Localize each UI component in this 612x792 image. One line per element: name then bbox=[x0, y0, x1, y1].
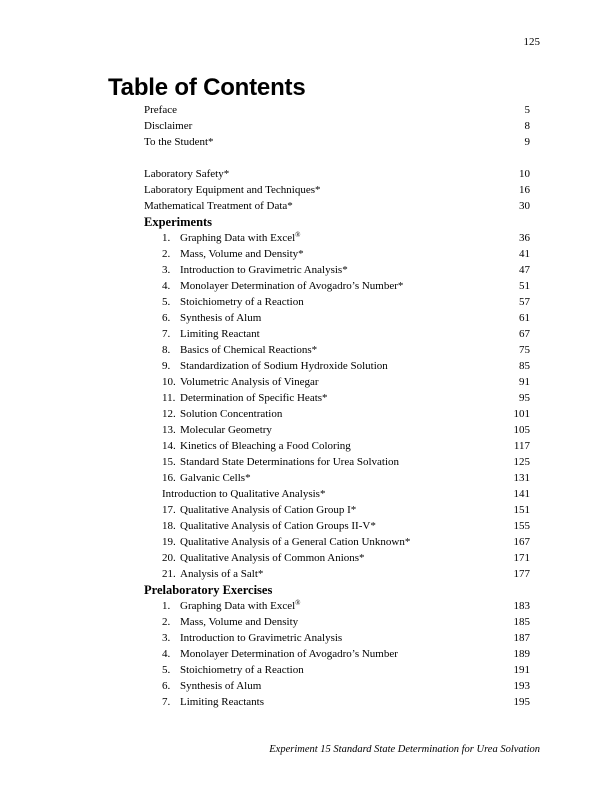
entry-page-number: 91 bbox=[519, 376, 530, 388]
entry-title-text: Limiting Reactants bbox=[180, 696, 265, 708]
entry-title: Preface bbox=[144, 104, 177, 116]
entry-number: 7. bbox=[162, 696, 171, 708]
entry-title bbox=[162, 470, 251, 486]
entry-title bbox=[162, 358, 388, 374]
entry-title bbox=[162, 502, 356, 518]
entry-title bbox=[162, 486, 325, 502]
registered-mark: ® bbox=[295, 599, 301, 607]
toc-entry[interactable] bbox=[144, 198, 530, 214]
entry-number: 11. bbox=[162, 392, 176, 404]
toc-entry[interactable] bbox=[144, 390, 530, 406]
entry-page-number: 75 bbox=[519, 344, 530, 356]
entry-number: 5. bbox=[162, 664, 171, 676]
entry-page-number: 191 bbox=[513, 664, 530, 676]
entry-title-text: Monolayer Determination of Avogadro’s Number bbox=[180, 648, 398, 660]
entry-title-text: Kinetics of Bleaching a Food Coloring bbox=[180, 440, 351, 452]
entry-title: Mathematical Treatment of Data* bbox=[144, 200, 293, 212]
entry-title bbox=[162, 438, 351, 454]
entry-title-text: Solution Concentration bbox=[180, 408, 283, 420]
entry-title-text: Analysis of a Salt* bbox=[180, 568, 264, 580]
entry-number: 13. bbox=[162, 424, 176, 436]
entry-number: 16. bbox=[162, 472, 176, 484]
entry-number: 4. bbox=[162, 280, 171, 292]
entry-title bbox=[162, 246, 304, 262]
toc-entry[interactable] bbox=[144, 630, 530, 646]
entry-title: Laboratory Safety* bbox=[144, 168, 230, 180]
entry-number: 1. bbox=[162, 232, 171, 244]
entry-title bbox=[162, 662, 304, 678]
toc-entry[interactable] bbox=[144, 454, 530, 470]
entry-title-text: Galvanic Cells* bbox=[180, 472, 251, 484]
table-of-contents bbox=[144, 102, 530, 710]
entry-number: 6. bbox=[162, 312, 171, 324]
entry-title bbox=[162, 630, 342, 646]
entry-title-text: Mass, Volume and Density* bbox=[180, 248, 304, 260]
toc-entry[interactable] bbox=[144, 694, 530, 710]
entry-number: 21. bbox=[162, 568, 176, 580]
toc-entry[interactable] bbox=[144, 182, 530, 198]
toc-entry[interactable] bbox=[144, 534, 530, 550]
entry-page-number: 155 bbox=[513, 520, 530, 532]
entry-page-number: 67 bbox=[519, 328, 530, 340]
toc-entry[interactable] bbox=[144, 374, 530, 390]
entry-title-text: Graphing Data with Excel bbox=[180, 232, 296, 244]
running-footer: Experiment 15 Standard State Determination for Urea Solvation bbox=[269, 744, 540, 755]
entry-page-number: 101 bbox=[513, 408, 530, 420]
toc-entry[interactable] bbox=[144, 262, 530, 278]
toc-entry[interactable] bbox=[144, 166, 530, 182]
entry-title-text: Basics of Chemical Reactions* bbox=[180, 344, 318, 356]
entry-title-text: Graphing Data with Excel bbox=[180, 600, 296, 612]
entry-title: To the Student* bbox=[144, 136, 214, 148]
entry-page-number: 105 bbox=[513, 424, 530, 436]
entry-title bbox=[162, 374, 319, 390]
entry-number: 14. bbox=[162, 440, 176, 452]
toc-entry[interactable] bbox=[144, 230, 530, 246]
toc-entry[interactable] bbox=[144, 550, 530, 566]
entry-title bbox=[162, 326, 260, 342]
experiments-heading bbox=[144, 214, 530, 230]
entry-title bbox=[162, 230, 300, 246]
entry-page-number: 177 bbox=[513, 568, 530, 580]
toc-entry[interactable] bbox=[144, 358, 530, 374]
entry-title: Disclaimer bbox=[144, 120, 193, 132]
entry-title-text: Stoichiometry of a Reaction bbox=[180, 664, 304, 676]
entry-page-number: 10 bbox=[519, 168, 530, 180]
entry-number: 2. bbox=[162, 616, 171, 628]
entry-page-number: 36 bbox=[519, 232, 530, 244]
entry-number: 18. bbox=[162, 520, 176, 532]
entry-number: 6. bbox=[162, 680, 171, 692]
toc-entry[interactable] bbox=[144, 566, 530, 582]
entry-page-number: 5 bbox=[524, 104, 530, 116]
entry-title-text: Molecular Geometry bbox=[180, 424, 272, 436]
entry-title bbox=[162, 390, 328, 406]
entry-title bbox=[162, 294, 304, 310]
entry-number: 19. bbox=[162, 536, 176, 548]
entry-page-number: 57 bbox=[519, 296, 530, 308]
toc-entry[interactable] bbox=[144, 294, 530, 310]
toc-entry[interactable] bbox=[144, 470, 530, 486]
entry-number: 9. bbox=[162, 360, 171, 372]
toc-entry[interactable] bbox=[144, 422, 530, 438]
entry-number: 3. bbox=[162, 632, 171, 644]
entry-title-text: Standard State Determinations for Urea Solvation bbox=[180, 456, 400, 468]
entry-number: 15. bbox=[162, 456, 176, 468]
entry-title bbox=[162, 262, 348, 278]
entry-page-number: 9 bbox=[524, 136, 530, 148]
page-number: 125 bbox=[523, 36, 540, 48]
entry-title bbox=[162, 566, 263, 582]
page-title: Table of Contents bbox=[108, 74, 306, 101]
prelab-heading bbox=[144, 582, 530, 598]
entry-title: Laboratory Equipment and Techniques* bbox=[144, 184, 321, 196]
toc-entry[interactable] bbox=[144, 486, 530, 502]
entry-page-number: 8 bbox=[524, 120, 530, 132]
toc-entry[interactable] bbox=[144, 518, 530, 534]
toc-entry[interactable] bbox=[144, 102, 530, 118]
entry-page-number: 41 bbox=[519, 248, 530, 260]
entry-number: 5. bbox=[162, 296, 171, 308]
toc-entry[interactable] bbox=[144, 310, 530, 326]
entry-page-number: 193 bbox=[513, 680, 530, 692]
entry-page-number: 171 bbox=[513, 552, 530, 564]
entry-page-number: 185 bbox=[513, 616, 530, 628]
entry-title-text: Stoichiometry of a Reaction bbox=[180, 296, 304, 308]
toc-entry[interactable] bbox=[144, 598, 530, 614]
toc-entry[interactable] bbox=[144, 662, 530, 678]
entry-page-number: 131 bbox=[513, 472, 530, 484]
entry-page-number: 51 bbox=[519, 280, 530, 292]
entry-title-text: Synthesis of Alum bbox=[180, 312, 262, 324]
section-heading-text: Prelaboratory Exercises bbox=[144, 583, 273, 597]
entry-number: 10. bbox=[162, 376, 176, 388]
entry-title-text: Introduction to Qualitative Analysis* bbox=[162, 488, 326, 500]
toc-entry[interactable] bbox=[144, 118, 530, 134]
entry-page-number: 61 bbox=[519, 312, 530, 324]
toc-entry[interactable] bbox=[144, 614, 530, 630]
entry-number: 8. bbox=[162, 344, 171, 356]
toc-entry[interactable] bbox=[144, 438, 530, 454]
toc-entry[interactable] bbox=[144, 246, 530, 262]
entry-title-text: Monolayer Determination of Avogadro’s Number* bbox=[180, 280, 404, 292]
toc-entry[interactable] bbox=[144, 278, 530, 294]
toc-entry[interactable] bbox=[144, 326, 530, 342]
entry-number: 1. bbox=[162, 600, 171, 612]
entry-page-number: 141 bbox=[513, 488, 530, 500]
entry-title bbox=[162, 534, 410, 550]
entry-title bbox=[162, 614, 298, 630]
entry-title-text: Limiting Reactant bbox=[180, 328, 260, 340]
entry-number: 12. bbox=[162, 408, 176, 420]
entry-title-text: Mass, Volume and Density bbox=[180, 616, 299, 628]
toc-entry[interactable] bbox=[144, 646, 530, 662]
entry-title-text: Volumetric Analysis of Vinegar bbox=[180, 376, 319, 388]
entry-page-number: 95 bbox=[519, 392, 530, 404]
entry-title bbox=[162, 678, 261, 694]
toc-entry[interactable] bbox=[144, 406, 530, 422]
entry-page-number: 16 bbox=[519, 184, 530, 196]
entry-title-text: Synthesis of Alum bbox=[180, 680, 262, 692]
entry-title bbox=[162, 342, 317, 358]
entry-title-text: Qualitative Analysis of Cation Group I* bbox=[180, 504, 357, 516]
entry-page-number: 47 bbox=[519, 264, 530, 276]
entry-title bbox=[162, 310, 261, 326]
entry-page-number: 183 bbox=[513, 600, 530, 612]
section-spacer bbox=[144, 150, 530, 166]
entry-title bbox=[162, 550, 365, 566]
entry-number: 20. bbox=[162, 552, 176, 564]
entry-title bbox=[162, 694, 264, 710]
entry-title-text: Introduction to Gravimetric Analysis bbox=[180, 632, 343, 644]
entry-page-number: 195 bbox=[513, 696, 530, 708]
entry-page-number: 151 bbox=[513, 504, 530, 516]
toc-entry[interactable] bbox=[144, 134, 530, 150]
entry-title bbox=[162, 598, 300, 614]
entry-number: 4. bbox=[162, 648, 171, 660]
entry-title-text: Qualitative Analysis of Cation Groups II-V* bbox=[180, 520, 376, 532]
toc-entry[interactable] bbox=[144, 502, 530, 518]
entry-page-number: 30 bbox=[519, 200, 530, 212]
entry-page-number: 125 bbox=[513, 456, 530, 468]
entry-title bbox=[162, 406, 282, 422]
entry-title-text: Introduction to Gravimetric Analysis* bbox=[180, 264, 348, 276]
entry-title bbox=[162, 278, 403, 294]
entry-page-number: 117 bbox=[513, 440, 530, 452]
toc-entry[interactable] bbox=[144, 342, 530, 358]
entry-title bbox=[162, 518, 376, 534]
entry-title-text: Standardization of Sodium Hydroxide Solution bbox=[180, 360, 388, 372]
entry-title-text: Determination of Specific Heats* bbox=[180, 392, 328, 404]
entry-number: 7. bbox=[162, 328, 171, 340]
entry-title-text: Qualitative Analysis of Common Anions* bbox=[180, 552, 365, 564]
registered-mark: ® bbox=[295, 231, 301, 239]
entry-number: 2. bbox=[162, 248, 171, 260]
entry-page-number: 85 bbox=[519, 360, 530, 372]
entry-title bbox=[162, 422, 272, 438]
entry-page-number: 167 bbox=[513, 536, 530, 548]
toc-entry[interactable] bbox=[144, 678, 530, 694]
section-heading-text: Experiments bbox=[144, 215, 213, 229]
entry-title bbox=[162, 646, 398, 662]
entry-number: 17. bbox=[162, 504, 176, 516]
entry-page-number: 189 bbox=[513, 648, 530, 660]
entry-page-number: 187 bbox=[513, 632, 530, 644]
entry-title-text: Qualitative Analysis of a General Cation Unknown* bbox=[180, 536, 411, 548]
entry-number: 3. bbox=[162, 264, 171, 276]
entry-title bbox=[162, 454, 399, 470]
